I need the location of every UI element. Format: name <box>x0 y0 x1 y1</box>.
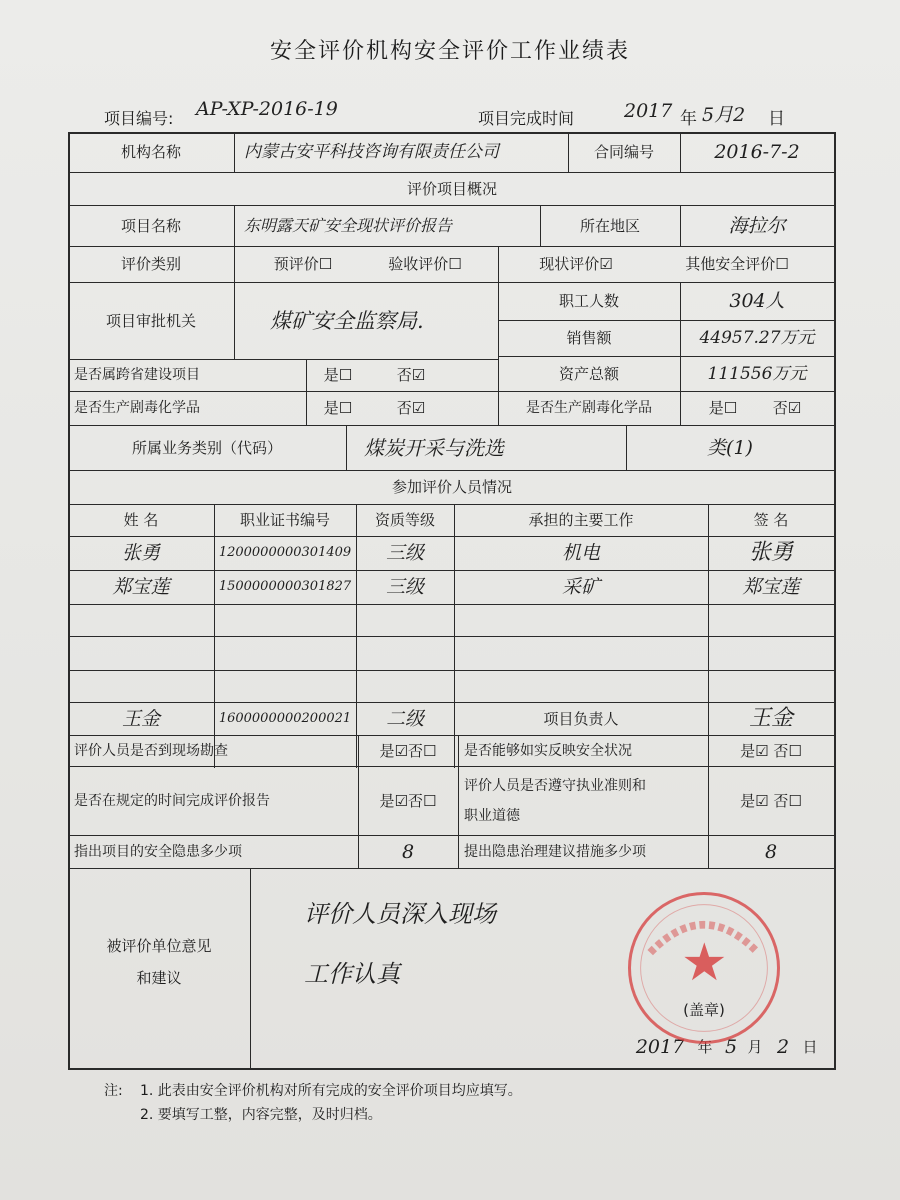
eval-type-current-checkbox[interactable]: 现状评价☑ <box>539 255 613 273</box>
staff-row-1-name: 张勇 <box>121 542 160 564</box>
leader-role-label: 项目负责人 <box>543 709 619 728</box>
form-title: 安全评价机构安全评价工作业绩表 <box>269 39 630 64</box>
staff-section-title: 参加评价人员情况 <box>391 478 512 496</box>
site-survey-checkbox[interactable]: 是☑否☐ <box>379 741 437 760</box>
opinion-label-line-1: 被评价单位意见 <box>106 937 212 955</box>
staff-row-2-work: 采矿 <box>561 576 600 598</box>
approval-authority-value: 煤矿安全监察局. <box>270 308 424 333</box>
ethics-checkbox[interactable]: 是☑ 否☐ <box>740 791 802 810</box>
project-no-value: AP-XP-2016-19 <box>196 98 338 120</box>
notes-prefix: 注: <box>104 1083 123 1099</box>
org-name-label: 机构名称 <box>120 143 181 161</box>
year-char: 年 <box>680 109 697 129</box>
measures-count-label: 提出隐患治理建议措施多少项 <box>464 843 646 860</box>
staff-count-label: 职工人数 <box>558 292 619 310</box>
toxic-chem-no-2[interactable]: 否☑ <box>772 399 802 417</box>
staff-header-name: 姓 名 <box>123 511 159 529</box>
ethics-label-line-2: 职业道德 <box>464 808 520 824</box>
finish-time-label: 项目完成时间 <box>478 109 575 128</box>
reflect-safety-checkbox[interactable]: 是☑ 否☐ <box>740 741 802 760</box>
leader-level: 二级 <box>385 707 424 730</box>
eval-type-pre-checkbox[interactable]: 预评价☐ <box>273 255 333 273</box>
seal-label: (盖章) <box>683 1001 725 1019</box>
staff-row-2-name: 郑宝莲 <box>112 576 170 598</box>
cross-province-label: 是否属跨省建设项目 <box>74 367 200 383</box>
toxic-chem-yes[interactable]: 是☐ <box>323 399 353 417</box>
staff-row-2-signature: 郑宝莲 <box>742 576 800 598</box>
company-seal <box>628 892 780 1044</box>
toxic-chem-label: 是否生产剧毒化学品 <box>74 400 200 416</box>
region-value: 海拉尔 <box>728 214 786 237</box>
finish-month-day: 5月2 <box>702 104 746 126</box>
business-category-value: 煤炭开采与洗选 <box>364 435 504 460</box>
on-time-checkbox[interactable]: 是☑否☐ <box>379 791 437 810</box>
toxic-chem-yes-2[interactable]: 是☐ <box>708 399 738 417</box>
ethics-label-line-1: 评价人员是否遵守执业准则和 <box>464 778 646 794</box>
on-time-label: 是否在规定的时间完成评价报告 <box>74 792 270 809</box>
note-2: 2. 要填写工整，内容完整，及时归档。 <box>140 1107 382 1123</box>
sales-label: 销售额 <box>566 329 612 347</box>
opinion-text-line-2: 工作认真 <box>304 960 400 988</box>
reflect-safety-label: 是否能够如实反映安全状况 <box>464 742 632 759</box>
site-survey-label: 评价人员是否到现场勘查 <box>74 742 228 759</box>
contract-no-label: 合同编号 <box>593 143 654 161</box>
staff-header-cert: 职业证书编号 <box>239 511 330 529</box>
staff-row-2-cert: 1500000000301827 <box>218 579 352 594</box>
toxic-chem-label-2: 是否生产剧毒化学品 <box>526 400 652 416</box>
staff-row-1-signature: 张勇 <box>748 540 793 565</box>
business-category-label: 所属业务类别（代码） <box>131 438 282 457</box>
opinion-date-month: 5 <box>724 1036 738 1058</box>
opinion-date-year-char: 年 <box>697 1038 713 1056</box>
region-label: 所在地区 <box>579 216 640 235</box>
project-no-label: 项目编号: <box>104 109 174 128</box>
toxic-chem-no[interactable]: 否☑ <box>396 399 426 417</box>
eval-type-label: 评价类别 <box>120 255 181 273</box>
assets-label: 资产总额 <box>558 364 619 383</box>
measures-count-value: 8 <box>764 840 778 863</box>
sales-value: 44957.27万元 <box>699 328 815 348</box>
opinion-text-line-1: 评价人员深入现场 <box>304 900 496 928</box>
leader-name: 王金 <box>121 707 160 730</box>
seal-star-icon: ★ <box>681 933 728 993</box>
staff-header-sign: 签 名 <box>753 511 789 529</box>
day-char: 日 <box>768 109 785 129</box>
hazards-count-value: 8 <box>401 840 415 863</box>
staff-header-work: 承担的主要工作 <box>528 511 634 529</box>
staff-row-2-level: 三级 <box>385 576 424 598</box>
overview-section-title: 评价项目概况 <box>406 179 497 198</box>
hazards-count-label: 指出项目的安全隐患多少项 <box>74 843 242 860</box>
eval-type-accept-checkbox[interactable]: 验收评价☐ <box>388 255 462 273</box>
staff-count-value: 304人 <box>729 290 785 312</box>
cross-province-yes[interactable]: 是☐ <box>323 366 353 384</box>
opinion-date-year: 2017 <box>635 1036 685 1058</box>
note-1: 1. 此表由安全评价机构对所有完成的安全评价项目均应填写。 <box>140 1083 522 1099</box>
opinion-label-line-2: 和建议 <box>136 969 182 987</box>
opinion-date-month-char: 月 <box>747 1038 763 1056</box>
org-name-value: 内蒙古安平科技咨询有限责任公司 <box>244 142 499 162</box>
staff-row-1-work: 机电 <box>561 542 600 564</box>
business-category-code: 类(1) <box>707 436 753 459</box>
opinion-date-day-char: 日 <box>802 1038 818 1056</box>
contract-no-value: 2016-7-2 <box>714 141 800 163</box>
leader-cert: 1600000000200021 <box>218 710 352 726</box>
staff-row-1-level: 三级 <box>385 542 424 564</box>
cross-province-no[interactable]: 否☑ <box>396 366 426 384</box>
finish-year: 2017 <box>624 100 673 122</box>
staff-header-level: 资质等级 <box>374 511 435 529</box>
eval-type-other-checkbox[interactable]: 其他安全评价☐ <box>685 255 789 273</box>
opinion-date-day: 2 <box>776 1036 790 1058</box>
approval-authority-label: 项目审批机关 <box>105 311 196 330</box>
assets-value: 111556万元 <box>707 363 807 384</box>
leader-signature: 王金 <box>748 705 793 731</box>
staff-row-1-cert: 1200000000301409 <box>218 545 352 560</box>
project-name-label: 项目名称 <box>120 216 181 235</box>
project-name-value: 东明露天矿安全现状评价报告 <box>244 215 453 235</box>
